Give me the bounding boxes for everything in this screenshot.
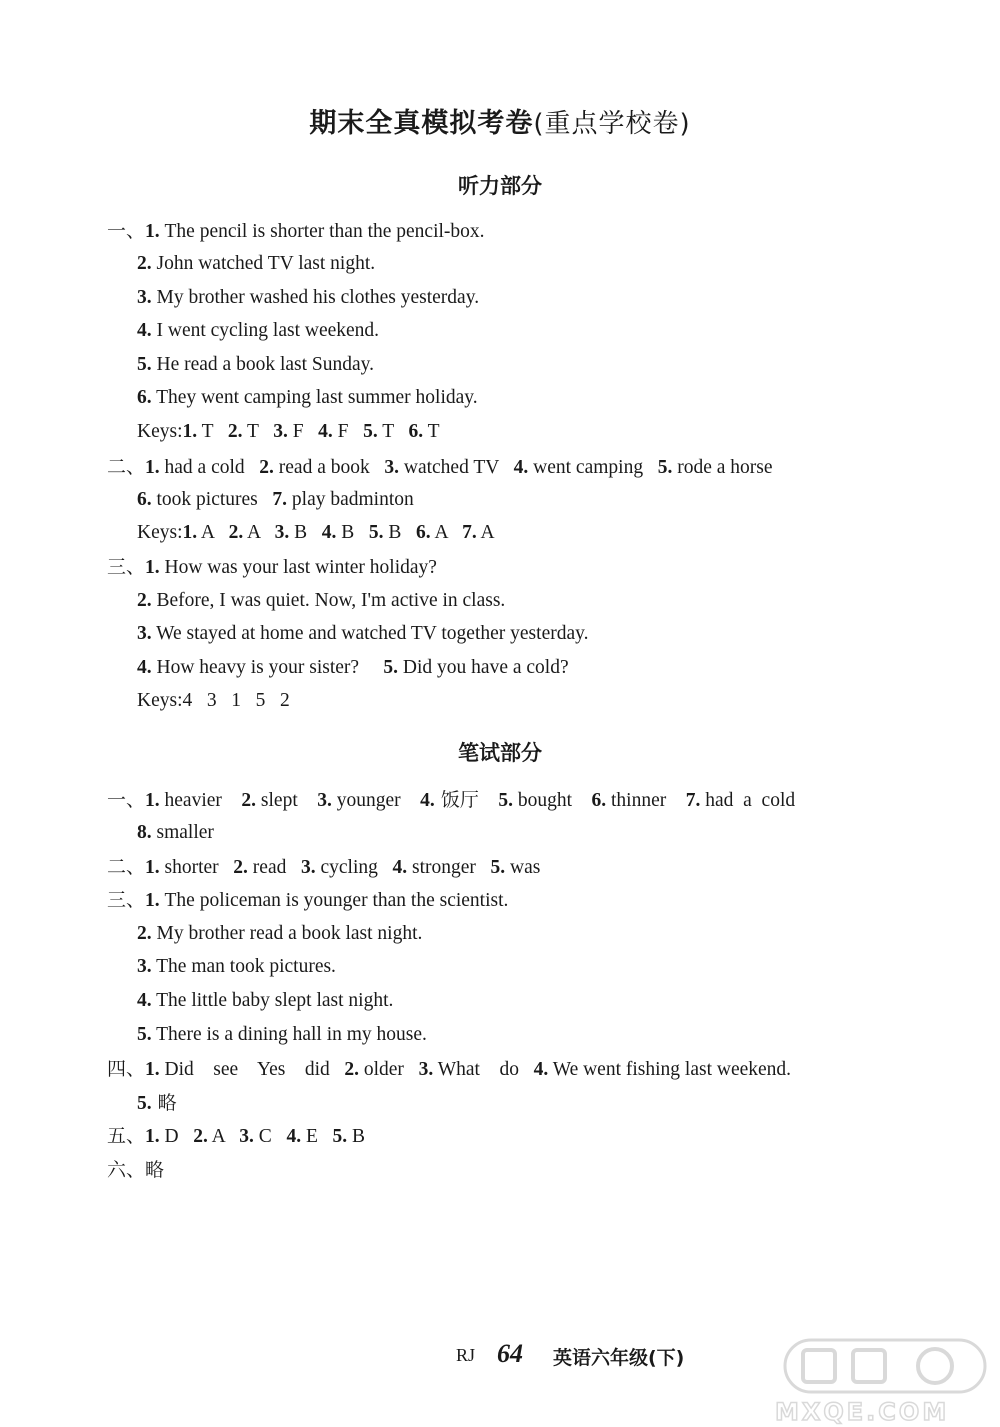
page-title: 期末全真模拟考卷(重点学校卷) <box>309 108 691 139</box>
written-part4-line1: 四、1. Did see Yes did 2. older 3. What do 4. We went fishing last weekend. <box>107 1058 792 1080</box>
listening-part1-item3: 3. My brother washed his clothes yesterday. <box>137 287 480 308</box>
page-number: 64 <box>497 1339 523 1368</box>
listening-part1-item4: 4. I went cycling last weekend. <box>137 320 380 341</box>
listening-part1-item6: 6. They went camping last summer holiday. <box>137 387 478 408</box>
written-part3-item4: 4. The little baby slept last night. <box>137 990 394 1011</box>
written-part4-line2: 5. 略 <box>137 1092 177 1114</box>
written-part3-item3: 3. The man took pictures. <box>137 956 336 977</box>
listening-part3-item1: 三、1. How was your last winter holiday? <box>107 556 437 578</box>
listening-part1-item5: 5. He read a book last Sunday. <box>137 354 375 375</box>
edition-code: RJ <box>456 1345 476 1365</box>
listening-part3-item3: 3. We stayed at home and watched TV together yesterday. <box>137 623 589 644</box>
written-part5: 五、1. D 2. A 3. C 4. E 5. B <box>107 1125 365 1147</box>
listening-part2-line1: 二、1. had a cold 2. read a book 3. watched TV 4. went camping 5. rode a horse <box>107 456 773 478</box>
written-part3-item2: 2. My brother read a book last night. <box>137 923 423 944</box>
listening-part1-item1: 一、1. The pencil is shorter than the pencil-box. <box>107 220 485 242</box>
written-part3-item5: 5. There is a dining hall in my house. <box>137 1024 427 1045</box>
written-part2: 二、1. shorter 2. read 3. cycling 4. stronger 5. was <box>107 856 541 878</box>
listening-part1-keys: Keys:1. T 2. T 3. F 4. F 5. T 6. T <box>137 421 440 442</box>
svg-text:MXQE.COM: MXQE.COM <box>775 1398 950 1426</box>
listening-part3-item4-5: 4. How heavy is your sister? 5. Did you have a cold? <box>137 657 569 678</box>
listening-part2-keys: Keys:1. A 2. A 3. B 4. B 5. B 6. A 7. A <box>137 522 495 543</box>
written-part6: 六、略 <box>107 1159 165 1181</box>
listening-part1-item2: 2. John watched TV last night. <box>137 253 376 274</box>
listening-part3-item2: 2. Before, I was quiet. Now, I'm active in class. <box>137 590 506 611</box>
listening-part2-line2: 6. took pictures 7. play badminton <box>137 489 414 510</box>
written-part3-item1: 三、1. The policeman is younger than the scientist. <box>107 889 509 911</box>
written-heading: 笔试部分 <box>458 741 542 765</box>
written-part1-line2: 8. smaller <box>137 822 214 843</box>
page-subtitle: (重点学校卷) <box>533 109 691 139</box>
watermark-logo <box>745 1328 1000 1427</box>
listening-part3-keys: Keys:4 3 1 5 2 <box>137 690 290 711</box>
grade-label: 英语六年级(下) <box>553 1347 685 1369</box>
listening-heading: 听力部分 <box>458 174 542 198</box>
written-part1-line1: 一、1. heavier 2. slept 3. younger 4. 饭厅 5. bought 6. thinner 7. had a cold <box>107 789 796 811</box>
